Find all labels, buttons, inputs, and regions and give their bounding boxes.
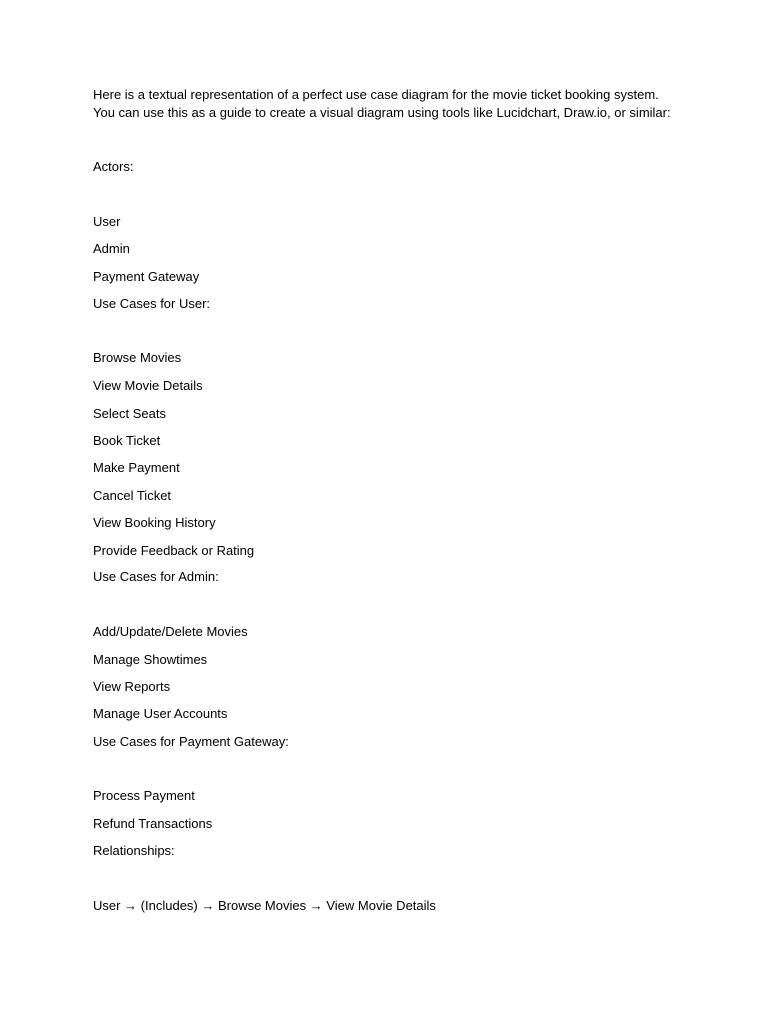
use-case-item: Add/Update/Delete Movies bbox=[93, 624, 248, 639]
intro-line: Here is a textual representation of a perfect use case diagram for the movie ticket booking system. bbox=[93, 87, 659, 102]
use-case-item: Browse Movies bbox=[93, 350, 182, 365]
use-case-item: Provide Feedback or Rating bbox=[93, 543, 255, 558]
use-case-item: Make Payment bbox=[93, 460, 180, 475]
admin-use-cases-heading: Use Cases for Admin: bbox=[93, 569, 219, 584]
intro-line: You can use this as a guide to create a visual diagram using tools like Lucidchart, Draw.io, or similar: bbox=[93, 105, 671, 120]
use-case-item: View Booking History bbox=[93, 515, 216, 530]
use-case-item: Refund Transactions bbox=[93, 816, 213, 831]
use-case-item: View Reports bbox=[93, 679, 171, 694]
use-case-item: Manage Showtimes bbox=[93, 652, 208, 667]
actor-item: Admin bbox=[93, 241, 130, 256]
use-case-item: Manage User Accounts bbox=[93, 706, 228, 721]
actors-heading: Actors: bbox=[93, 159, 134, 174]
actor-item: User bbox=[93, 214, 121, 229]
use-case-item: Book Ticket bbox=[93, 433, 161, 448]
relationship-item: User → (Includes) → Browse Movies → View Movie Details bbox=[93, 898, 436, 913]
user-use-cases-heading: Use Cases for User: bbox=[93, 296, 211, 311]
relationships-heading: Relationships: bbox=[93, 843, 175, 858]
use-case-item: View Movie Details bbox=[93, 378, 203, 393]
gateway-use-cases-heading: Use Cases for Payment Gateway: bbox=[93, 734, 289, 749]
use-case-item: Select Seats bbox=[93, 406, 166, 421]
use-case-item: Cancel Ticket bbox=[93, 488, 172, 503]
actor-item: Payment Gateway bbox=[93, 269, 200, 284]
use-case-item: Process Payment bbox=[93, 788, 195, 803]
